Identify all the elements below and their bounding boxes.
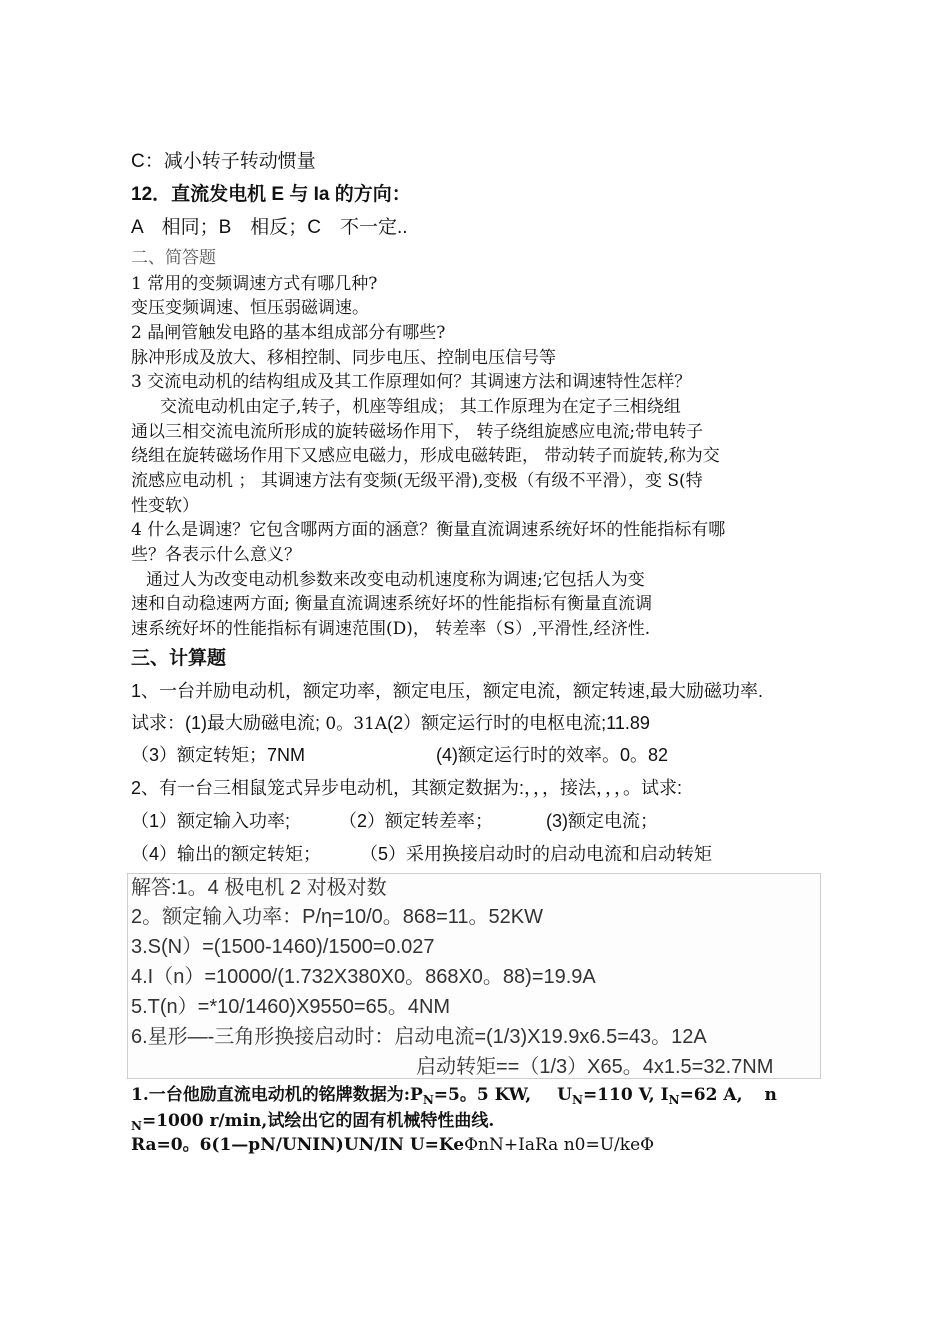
dc-motor-q-part-f: n <box>764 1085 777 1105</box>
dc-motor-question-line1 <box>131 1087 777 1106</box>
dc-motor-q-sub-nn: N <box>131 1119 142 1133</box>
calc-q2-item3: (3)额定电流； <box>546 811 658 831</box>
short-a4-line1: 通过人为改变电动机参数来改变电动机速度称为调速;它包括人为变 <box>146 570 645 590</box>
answer-line-3: 3.S(N）=(1500-1460)/1500=0.027 <box>131 936 435 958</box>
section-short-answer-title: 二、简答题 <box>131 248 216 268</box>
short-a3-line5: 性变软） <box>131 496 199 516</box>
answer-line-5: 5.T(n）=*10/1460)X9550=65。4NM <box>131 996 451 1018</box>
dc-motor-q-sub-pn: N <box>422 1093 434 1107</box>
dc-motor-q-sub-un: N <box>571 1093 583 1107</box>
dc-motor-q-sub-in: N <box>668 1093 680 1107</box>
short-a3-line3: 绕组在旋转磁场作用下又感应电磁力，形成电磁转距， 带动转子而旋转,称为交 <box>131 446 720 466</box>
calc-q1-text: 1、一台并励电动机，额定功率，额定电压，额定电流，额定转速,最大励磁功率. <box>131 681 764 701</box>
short-a4-line3: 速系统好坏的性能指标有调速范围(D)， 转差率（S）,平滑性,经济性. <box>131 619 651 639</box>
short-q4-line1: 4 什么是调速？它包含哪两方面的涵意？衡量直流调速系统好坏的性能指标有哪 <box>131 520 726 540</box>
dc-motor-q-part-b: =5。5 KW, <box>433 1085 532 1105</box>
answer-line-7: 启动转矩==（1/3）X65。4x1.5=32.7NM <box>416 1056 774 1078</box>
answer-line-6: 6.星形—-三角形换接启动时：启动电流=(1/3)X19.9x6.5=43。12A <box>131 1026 707 1048</box>
calc-q1-part1-label: 试求：(1)最大励磁电流; <box>131 713 320 733</box>
dc-motor-formula <box>131 1137 654 1154</box>
answer-line-4: 4.I（n）=10000/(1.732X380X0。868X0。88)=19.9A <box>131 966 596 988</box>
short-a2: 脉冲形成及放大、移相控制、同步电压、控制电压信号等 <box>131 348 556 368</box>
calc-q2-item5: （5）采用换接启动时的启动电流和启动转矩 <box>360 844 713 864</box>
dc-motor-q-part-d: =110 V, I <box>582 1085 669 1105</box>
answer-line-1: 解答:1。4 极电机 2 对极对数 <box>131 877 387 899</box>
calc-q2: 2、有一台三相鼠笼式异步电动机，其额定数据为:，，，接法，，，。试求: <box>131 778 683 798</box>
option-c-line: C：减小转子转动惯量 <box>131 151 316 172</box>
calc-q1-part4: (4)额定运行时的效率。0。82 <box>436 745 669 765</box>
short-q2: 2 晶闸管触发电路的基本组成部分有哪些? <box>131 323 446 343</box>
short-a3-line2: 通以三相交流电流所形成的旋转磁场作用下， 转子绕组旋感应电流;带电转子 <box>131 422 704 442</box>
short-q3: 3 交流电动机的结构组成及其工作原理如何？其调速方法和调速特性怎样？ <box>131 372 692 392</box>
calc-q2-item1: （1）额定输入功率; <box>131 811 291 831</box>
calc-q2-item2: （2）额定转差率； <box>339 811 494 831</box>
dc-motor-formula-rest: ΦnN+IaRa n0=U/keΦ <box>464 1135 655 1155</box>
calc-q1-part1 <box>131 714 650 733</box>
short-a3-line4: 流感应电动机 ； 其调速方法有变频(无级平滑),变极（有级不平滑），变 S(特 <box>131 471 703 491</box>
dc-motor-q-part-e: =62 A, <box>679 1085 743 1105</box>
short-q1: 1 常用的变频调速方式有哪几种? <box>131 274 378 294</box>
dc-motor-q-part-a: 1.一台他励直流电动机的铭牌数据为:P <box>131 1085 423 1105</box>
calc-q1-part2: (2）额定运行时的电枢电流;11.89 <box>387 713 650 733</box>
dc-motor-formula-bold: Ra=0。6(1—pN/UNIN)UN/IN U=Ke <box>131 1135 465 1155</box>
calc-q1-part1-answer: 0。31A <box>320 714 388 734</box>
question-12-options: A 相同；B 相反；C 不一定.. <box>131 217 408 238</box>
short-a3-line1: 交流电动机由定子,转子，机座等组成； 其工作原理为在定子三相绕组 <box>160 397 681 417</box>
answer-line-2: 2。额定输入功率：P/η=10/0。868=11。52KW <box>131 906 544 928</box>
short-q4-line2: 些？各表示什么意义？ <box>131 545 301 565</box>
question-12-title: 12．直流发电机 E 与 Ia 的方向： <box>131 184 411 205</box>
calc-q2-item4: （4）输出的额定转矩； <box>131 844 322 864</box>
dc-motor-q-part-g: =1000 r/min,试绘出它的固有机械特性曲线. <box>141 1111 495 1131</box>
short-a4-line2: 速和自动稳速两方面; 衡量直流调速系统好坏的性能指标有衡量直流调 <box>131 594 653 614</box>
calc-q1-part3: （3）额定转矩；7NM <box>131 745 306 765</box>
dc-motor-question-line2 <box>131 1113 494 1132</box>
calc-q1 <box>131 682 763 700</box>
section-calculation-title: 三、计算题 <box>131 648 227 669</box>
dc-motor-q-part-c: U <box>557 1085 572 1105</box>
short-a1: 变压变频调速、恒压弱磁调速。 <box>131 298 369 318</box>
